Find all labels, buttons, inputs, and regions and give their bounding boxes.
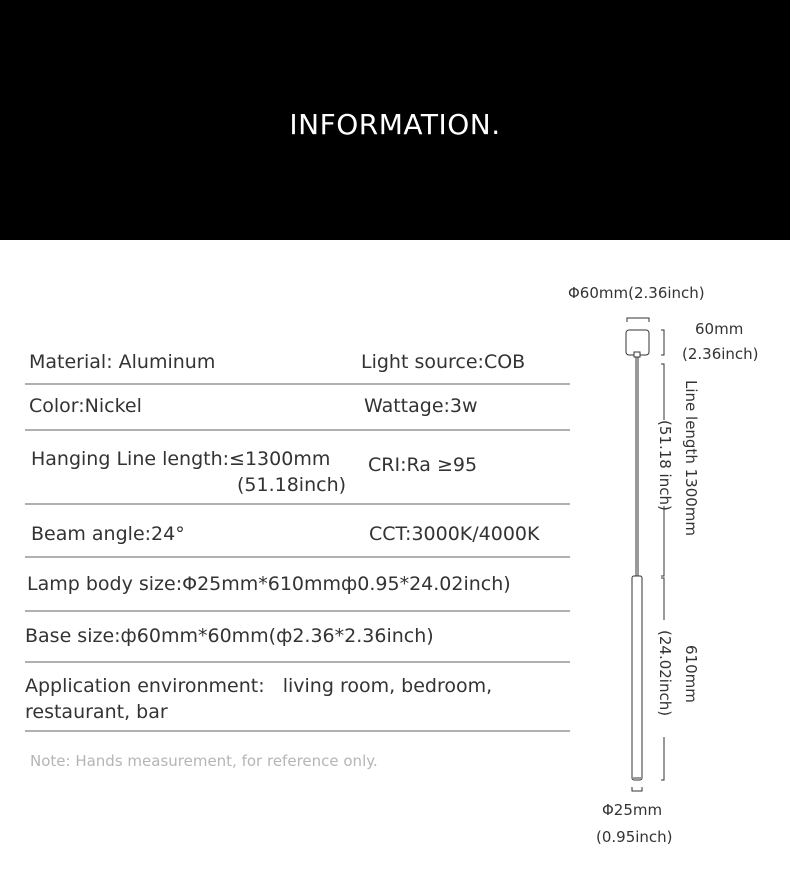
spec-color: Color:Nickel (29, 395, 142, 417)
spec-base-size: Base size:ф60mm*60mm(ф2.36*2.36inch) (25, 625, 434, 647)
spec-lamp-body: Lamp body size:Φ25mm*610mmф0.95*24.02inch) (27, 573, 511, 595)
spec-beam-angle: Beam angle:24° (31, 523, 185, 545)
spec-hanging-line-inch: (51.18inch) (237, 474, 347, 496)
body-diameter-inch-label: (0.95inch) (596, 828, 673, 846)
line-length-mm-label: Line length 1300mm (682, 380, 700, 537)
spec-application-line2: restaurant, bar (25, 701, 168, 723)
spec-cct: CCT:3000K/4000K (369, 523, 540, 545)
spec-material: Material: Aluminum (29, 351, 216, 373)
spec-application-line1: Application environment: living room, bedroom, (25, 675, 493, 697)
base-height-mm-label: 60mm (695, 320, 744, 338)
spec-wattage: Wattage:3w (364, 395, 478, 417)
body-length-inch-label: (24.02inch) (656, 630, 674, 717)
spec-light-source: Light source:COB (361, 351, 526, 373)
base-diameter-label: Φ60mm(2.36inch) (568, 284, 705, 302)
base-height-inch-label: (2.36inch) (682, 345, 759, 363)
body-length-mm-label: 610mm (682, 645, 700, 703)
page-title: INFORMATION. (289, 108, 501, 141)
body-diameter-mm-label: Φ25mm (602, 801, 663, 819)
spec-hanging-line: Hanging Line length:≤1300mm (31, 448, 331, 470)
spec-cri: CRI:Ra ≥95 (368, 454, 478, 476)
line-length-inch-label: (51.18 inch) (656, 420, 674, 511)
measurement-note: Note: Hands measurement, for reference only. (30, 752, 378, 770)
